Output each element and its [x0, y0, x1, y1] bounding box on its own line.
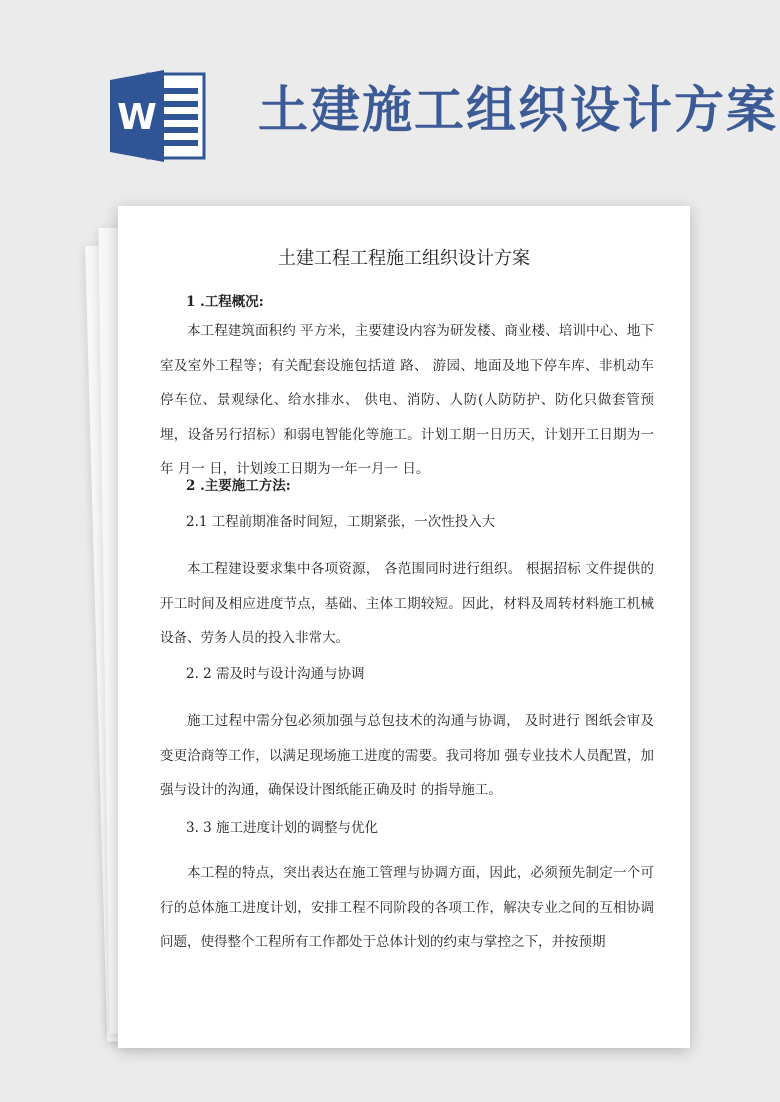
document-heading: 土建工程工程施工组织设计方案 [278, 248, 530, 269]
paragraph: 本工程建筑面积约 平方米，主要建设内容为研发楼、商业楼、培训中心、地下室及室外工程等；有关配套设施包括道 路、 游园、地面及地下停车库、非机动车停车位、景观绿化、给水排水、 供电、消防、人防(人防防护、防化只做套管预埋，设备另行招标）和弱电智能化等施工。计划工期一日历天，计划开工日期为一年 月一 日，计划竣工日期为一年一月一 日。 [160, 323, 654, 477]
banner-title: 土建施工组织设计方案 [258, 81, 778, 139]
subsection-title: 2. 2 需及时与设计沟通与协调 [186, 666, 365, 682]
banner [0, 0, 780, 200]
word-icon [108, 68, 208, 164]
subsection-title: 3. 3 施工进度计划的调整与优化 [186, 820, 379, 836]
section-title: 1 .工程概况: [186, 294, 264, 310]
document-page [118, 206, 690, 1048]
logo-letter: W [117, 97, 157, 138]
paragraph: 本工程建设要求集中各项资源， 各范围同时进行组织。 根据招标 文件提供的开工时间及相应进度节点，基础、主体工期较短。因此，材料及周转材料施工机械设备、劳务人员的投入非常大。 [160, 561, 654, 646]
paragraph: 施工过程中需分包必须加强与总包技术的沟通与协调， 及时进行 图纸会审及变更洽商等工作，以满足现场施工进度的需要。我司将加 强专业技术人员配置，加强与设计的沟通，确保设计图纸能正确及时 的指导施工。 [160, 713, 654, 798]
section-title: 2 .主要施工方法: [186, 478, 291, 494]
subsection-title: 2.1 工程前期准备时间短，工期紧张，一次性投入大 [186, 514, 496, 530]
paragraph: 本工程的特点，突出表达在施工管理与协调方面，因此，必须预先制定一个可行的总体施工进度计划，安排工程不同阶段的各项工作，解决专业之间的互相协调问题，使得整个工程所有工作都处于总体计划的约束与掌控之下，并按预期 [160, 865, 654, 950]
